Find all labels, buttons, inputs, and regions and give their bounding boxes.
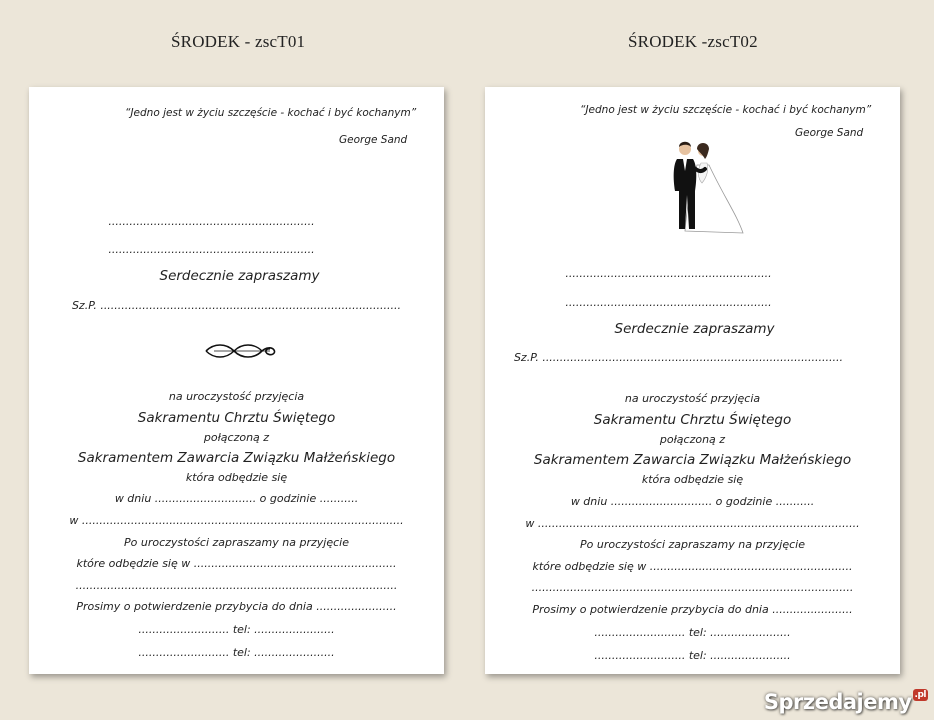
line-rsvp: Prosimy o potwierdzenie przybycia do dnia ....................... (76, 600, 397, 613)
dots-line-1: ........................................................... (565, 267, 772, 280)
watermark-suffix: .pl (914, 690, 926, 700)
left-caption: ŚRODEK - zscT01 (171, 32, 306, 51)
line-ceremony: na uroczystość przyjęcia (624, 392, 761, 405)
line-reception: Po uroczystości zapraszamy na przyjęcie (124, 536, 349, 549)
dots-line-2: ........................................................... (108, 243, 315, 256)
line-sacrament-marriage: Sakramentem Zawarcia Związku Małżeńskiego (77, 450, 396, 466)
line-reception-place-2: ............................................................................................ (75, 579, 398, 592)
line-sacrament-baptism: Sakramentu Chrztu Świętego (137, 410, 336, 426)
quote-text: “Jedno jest w życiu szczęście - kochać i być kochanym” (125, 107, 417, 119)
line-phone-2: .......................... tel: ....................... (594, 649, 791, 662)
line-reception-place: które odbędzie się w .......................................................... (76, 557, 397, 570)
dots-line-2: ........................................................... (565, 296, 772, 309)
invite-heading: Serdecznie zapraszamy (159, 268, 320, 284)
invite-heading: Serdecznie zapraszamy (614, 321, 775, 337)
sprzedajemy-watermark-logo (764, 690, 928, 714)
bride-and-groom-illustration-icon (667, 135, 747, 235)
dots-line-1: ........................................................... (108, 215, 315, 228)
quote-author: George Sand (795, 127, 864, 139)
quote-author: George Sand (339, 134, 408, 146)
watermark-text: Sprzedajemy (763, 690, 912, 714)
line-reception-place-2: ............................................................................................ (531, 581, 854, 594)
quote-text: “Jedno jest w życiu szczęście - kochać i być kochanym” (580, 104, 872, 116)
line-sacrament-marriage: Sakramentem Zawarcia Związku Małżeńskiego (533, 452, 852, 468)
invitation-card-left (29, 87, 444, 674)
line-phone-2: .......................... tel: ....................... (138, 646, 335, 659)
line-reception: Po uroczystości zapraszamy na przyjęcie (580, 538, 805, 551)
line-phone-1: .......................... tel: ....................... (594, 626, 791, 639)
line-sacrament-baptism: Sakramentu Chrztu Świętego (593, 412, 792, 428)
flourish-ornament-icon (204, 339, 278, 363)
invitation-card-right (485, 87, 900, 674)
right-caption: ŚRODEK -zscT02 (628, 32, 758, 51)
line-ceremony: na uroczystość przyjęcia (168, 390, 305, 403)
guest-line: Sz.P. ...................................................................................... (513, 351, 844, 364)
line-which-takes-place: która odbędzie się (185, 471, 288, 484)
line-date-time: w dniu ............................. o godzinie ........... (114, 492, 359, 505)
guest-line: Sz.P. ...................................................................................... (71, 299, 402, 312)
line-date-time: w dniu ............................. o godzinie ........... (570, 495, 815, 508)
line-which-takes-place: która odbędzie się (641, 473, 744, 486)
line-combined: połączoną z (203, 431, 270, 444)
line-reception-place: które odbędzie się w .......................................................... (532, 560, 853, 573)
line-rsvp: Prosimy o potwierdzenie przybycia do dnia ....................... (532, 603, 853, 616)
line-phone-1: .......................... tel: ....................... (138, 623, 335, 636)
line-combined: połączoną z (659, 433, 726, 446)
line-place: w ............................................................................................ (525, 517, 860, 530)
line-place: w ............................................................................................ (69, 514, 404, 527)
